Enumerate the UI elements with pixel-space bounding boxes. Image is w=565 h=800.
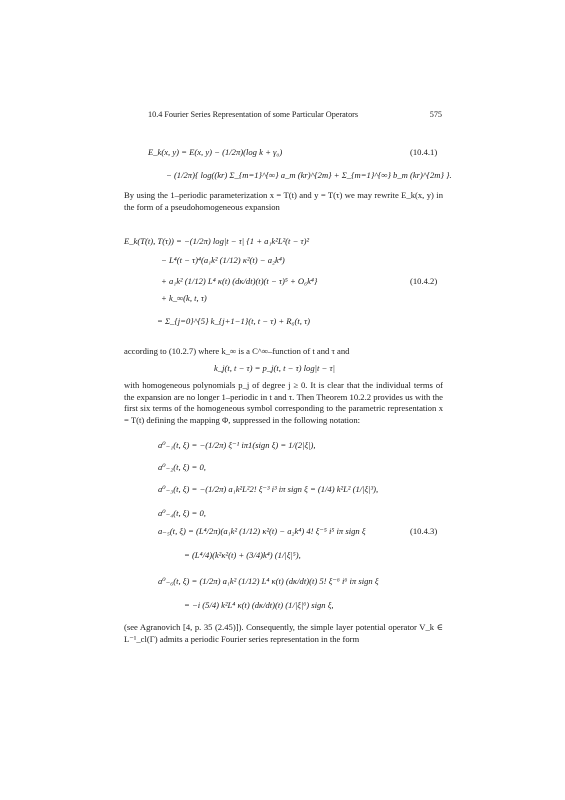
running-header-title: 10.4 Fourier Series Representation of some Particular Operators (148, 110, 359, 119)
paragraph-homogeneous-polynomials: with homogeneous polynomials p_j of degree j ≥ 0. It is clear that the individual terms of the expansion are no longer 1–periodic in t and τ. Then Theorem 10.2.2 provides us with the first six terms of the homogeneous symbol corresponding to the parametric representation x = T(t) defining the mapping Φ, suppressed in the following notation: (124, 380, 443, 425)
eq-10-4-2-line4: + k_∞(k, t, τ) (161, 293, 207, 303)
eq-10-4-2-tag: (10.4.2) (410, 276, 438, 286)
eq-10-4-3-tag: (10.4.3) (410, 526, 438, 536)
running-header (148, 110, 442, 119)
eq-10-4-2-line5: = Σ_{j=0}^{5} k_{j+1−1}(t, t − τ) + R₆(t, τ) (157, 316, 311, 326)
paragraph-agranovich: (see Agranovich [4, p. 35 (2.45)]). Consequently, the simple layer potential operator V_k ∈ L⁻¹_cl(Γ) admits a periodic Fourier series representation in the form (124, 622, 443, 644)
paragraph-parameterization: By using the 1–periodic parameterization x = T(t) and y = T(τ) we may rewrite E_k(x, y) in the form of a pseudohomogeneous expansion (124, 190, 443, 212)
eq-kj: k_j(t, t − τ) = p_j(t, t − τ) log|t − τ| (214, 363, 335, 373)
eq-10-4-1-line2: − (1/2π){ log((kr) Σ_{m=1}^{∞} a_m (kr)^{2m} + Σ_{m=1}^{∞} b_m (kr)^{2m} }. (166, 170, 452, 180)
eq-10-4-2-line1: E_k(T(t), T(τ)) = −(1/2π) log|t − τ| {1 + a₁k²L²(t − τ)² (124, 236, 310, 246)
eq-10-4-3-line8: = −i (5/4) k²L⁴ κ(t) (dκ/dt)(t) (1/|ξ|⁶) sign ξ, (184, 600, 334, 610)
eq-10-4-2-line2: − L⁴(t − τ)⁴(a₁k² (1/12) κ²(t) − a₂k⁴) (161, 255, 285, 265)
eq-10-4-1-line1: E_k(x, y) = E(x, y) − (1/2π)(log k + γ₀) (148, 147, 283, 157)
eq-10-4-3-line7: a⁰₋₆(t, ξ) = (1/2π) a₁k² (1/12) L⁴ κ(t) (dκ/dt)(t) 5! ξ⁻⁶ i⁶ iπ sign ξ (158, 576, 379, 586)
eq-10-4-3-line1: a⁰₋₁(t, ξ) = −(1/2π) ξ⁻¹ iπ1(sign ξ) = 1/(2|ξ|), (158, 440, 316, 450)
eq-10-4-3-line2: a⁰₋₂(t, ξ) = 0, (158, 462, 206, 472)
eq-10-4-3-line6: = (L⁴/4)(k²κ²(t) + (3/4)k⁴) (1/|ξ|⁵), (184, 550, 301, 560)
paragraph-according: according to (10.2.7) where k_∞ is a C^∞–function of t and τ and (124, 346, 350, 356)
eq-10-4-3-line4: a⁰₋₄(t, ξ) = 0, (158, 508, 206, 518)
eq-10-4-3-line5: a₋₅(t, ξ) = (L⁴/2π)(a₁k² (1/12) κ²(t) − a₂k⁴) 4! ξ⁻⁵ i⁵ iπ sign ξ (158, 526, 366, 536)
eq-10-4-2-line3: + a₁k² (1/12) L⁴ κ(t) (dκ/dt)(t)(t − τ)⁵ + O₆k⁴} (161, 276, 318, 286)
page-number: 575 (429, 110, 442, 119)
eq-10-4-3-line3: a⁰₋₃(t, ξ) = −(1/2π) a₁k²L²2! ξ⁻³ i³ iπ sign ξ = (1/4) k²L² (1/|ξ|³), (158, 484, 379, 494)
eq-10-4-1-tag: (10.4.1) (410, 147, 438, 157)
